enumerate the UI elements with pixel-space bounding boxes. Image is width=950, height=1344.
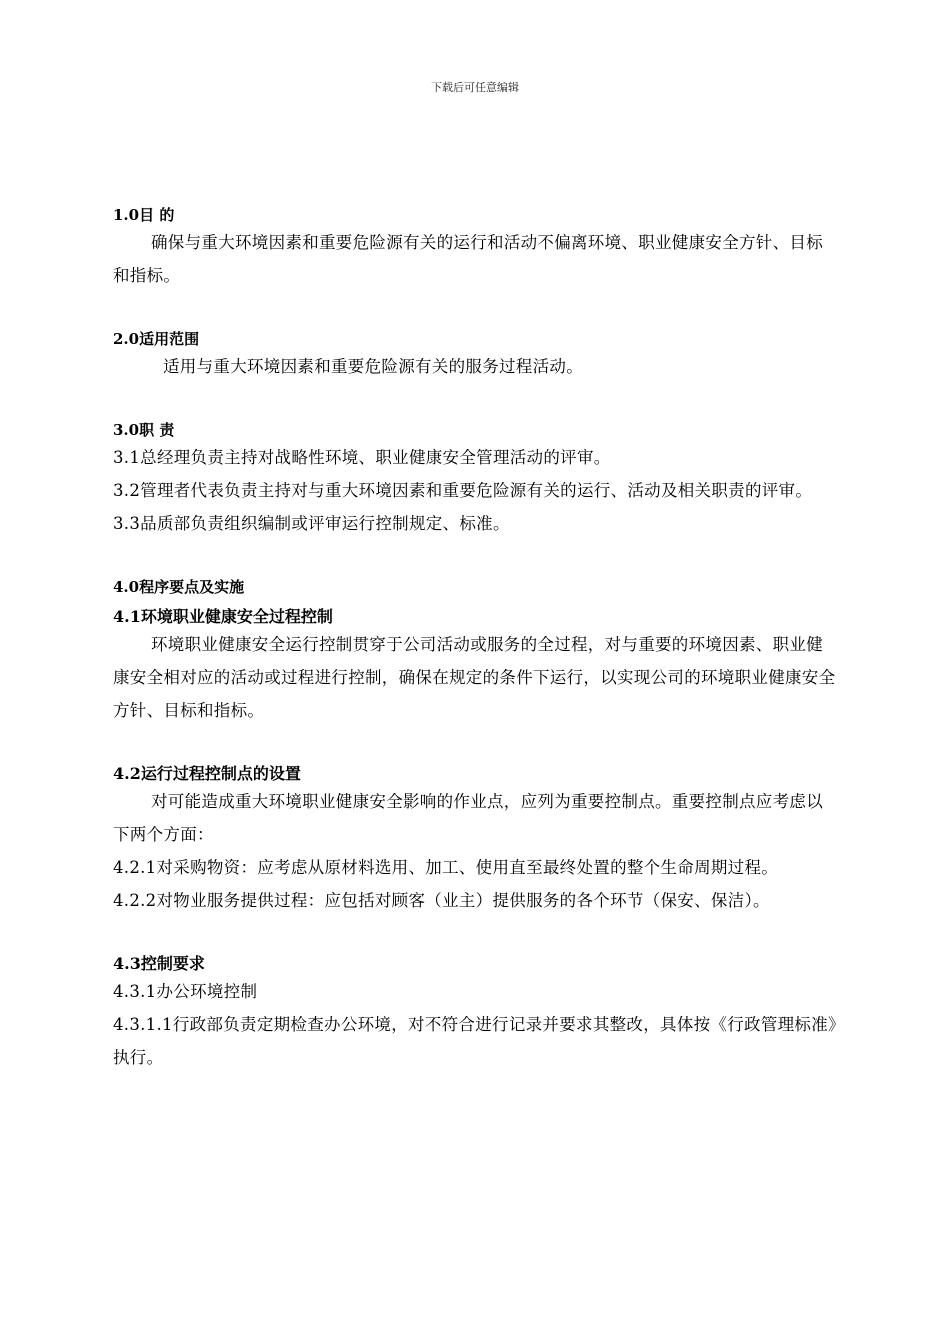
section-3-title: 3.0职 责 bbox=[113, 421, 175, 439]
page-header: 下载后可任意编辑 bbox=[431, 81, 519, 94]
section-4-title: 4.0程序要点及实施 bbox=[113, 578, 245, 596]
section-4-3-title: 4.3控制要求 bbox=[113, 954, 205, 973]
section-4-2-item: 4.2.2对物业服务提供过程：应包括对顾客（业主）提供服务的各个环节（保安、保洁）。 bbox=[113, 891, 770, 910]
section-4-3-item: 4.3.1.1行政部负责定期检查办公环境，对不符合进行记录并要求其整改，具体按《行政管理标准》执行。 bbox=[113, 1015, 837, 1067]
section-4-1-title: 4.1环境职业健康安全过程控制 bbox=[113, 607, 333, 626]
section-4-2-title: 4.2运行过程控制点的设置 bbox=[113, 764, 301, 783]
section-3-item: 3.3品质部负责组织编制或评审运行控制规定、标准。 bbox=[113, 514, 510, 533]
section-2-body: 适用与重大环境因素和重要危险源有关的服务过程活动。 bbox=[163, 357, 583, 376]
section-4-3-item: 4.3.1办公环境控制 bbox=[113, 982, 258, 1001]
section-3-item: 3.1总经理负责主持对战略性环境、职业健康安全管理活动的评审。 bbox=[113, 448, 611, 467]
section-4-2-item: 4.2.1对采购物资：应考虑从原材料选用、加工、使用直至最终处置的整个生命周期过程。 bbox=[113, 858, 779, 877]
section-4-1-body: 环境职业健康安全运行控制贯穿于公司活动或服务的全过程，对与重要的环境因素、职业健康安全相对应的活动或过程进行控制，确保在规定的条件下运行，以实现公司的环境职业健康安全方针、目标和指标。 bbox=[113, 635, 836, 720]
section-2-title: 2.0适用范围 bbox=[113, 330, 200, 348]
section-4-2-body: 对可能造成重大环境职业健康安全影响的作业点，应列为重要控制点。重要控制点应考虑以下两个方面： bbox=[113, 792, 823, 844]
document-body bbox=[113, 204, 838, 1074]
section-1-title: 1.0目 的 bbox=[113, 206, 175, 224]
section-3-item: 3.2管理者代表负责主持对与重大环境因素和重要危险源有关的运行、活动及相关职责的评审。 bbox=[113, 481, 813, 500]
section-1-body: 确保与重大环境因素和重要危险源有关的运行和活动不偏离环境、职业健康安全方针、目标和指标。 bbox=[113, 233, 823, 285]
